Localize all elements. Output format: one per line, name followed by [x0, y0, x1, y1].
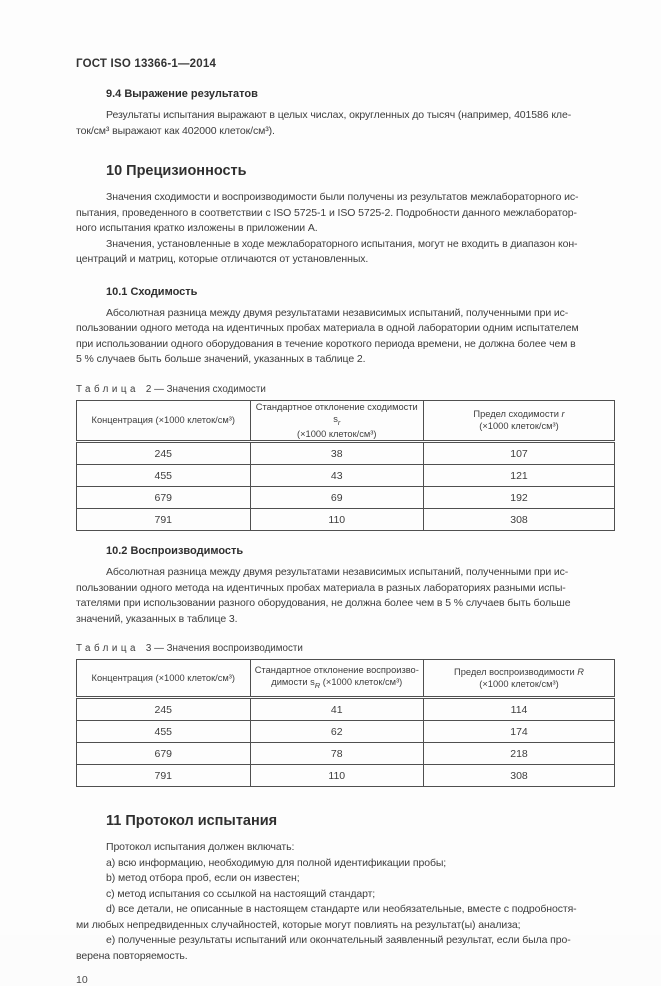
table-row [77, 465, 615, 487]
table-cell: 41 [250, 698, 424, 721]
header-cell-text: Предел воспроизводимости [454, 667, 578, 678]
list-item-b: b) метод отбора проб, если он известен; [106, 872, 300, 885]
paragraph-line: тателями при использовании разного оборудования, не должна более чем в 5 % случаев быть больше [76, 597, 571, 610]
paragraph-10-1 [76, 306, 615, 368]
table-row [77, 721, 615, 743]
table-cell: 245 [77, 442, 251, 465]
page-number: 10 [76, 974, 88, 986]
test-report-list [76, 840, 615, 964]
table-header-concentration [77, 660, 251, 698]
paragraph-line: значений, указанных в таблице 3. [76, 612, 238, 625]
table-caption-word: Таблица [76, 383, 139, 395]
table-cell: 174 [424, 721, 615, 743]
italic-r: r [561, 409, 565, 420]
table-cell: 679 [77, 487, 251, 509]
table-cell: 38 [250, 442, 424, 465]
subscript-R: R [314, 681, 321, 691]
table-caption-text: 2 — Значения сходимости [145, 383, 266, 395]
table-cell: 455 [77, 721, 251, 743]
paragraph-line: при использовании одного оборудования в течение короткого периода времени, не должна более чем в [76, 337, 576, 350]
section-heading-10-1: 10.1 Сходимость [106, 285, 198, 298]
section-heading-9-4: 9.4 Выражение результатов [106, 88, 258, 100]
paragraph-10-1st [76, 190, 615, 268]
italic-R: R [577, 667, 584, 678]
paragraph-line: Результаты испытания выражают в целых числах, округленных до тысяч (например, 401586 кле- [106, 109, 572, 121]
section-heading-10-2: 10.2 Воспроизводимость [106, 545, 244, 558]
table-cell: 78 [250, 743, 424, 765]
header-cell-text: (×1000 клеток/см³) [479, 679, 559, 690]
table-cell: 62 [250, 721, 424, 743]
paragraph-line: Абсолютная разница между двумя результатами независимых испытаний, полученными при ис- [106, 566, 569, 579]
table-cell: 218 [424, 743, 615, 765]
subscript-r: r [337, 417, 341, 427]
header-cell-text: (×1000 клеток/см³) [297, 429, 377, 440]
paragraph-10-2 [76, 565, 615, 627]
table-header-reproducibility-limit [424, 660, 615, 698]
header-cell-text: Концентрация (×1000 клеток/см³) [91, 673, 235, 684]
table-cell: 308 [424, 765, 615, 787]
table-cell: 110 [250, 765, 424, 787]
table-cell: 121 [424, 465, 615, 487]
table-header-stddev-reproducibility [250, 660, 424, 698]
paragraph-line: Абсолютная разница между двумя результатами независимых испытаний, полученными при ис- [106, 306, 569, 319]
table-row [77, 487, 615, 509]
table-row [77, 509, 615, 531]
header-cell-text: (×1000 клеток/см³) [320, 677, 403, 688]
paragraph-line: 5 % случаев быть больше значений, указанных в таблице 2. [76, 353, 366, 365]
paragraph-line: пользовании одного метода на идентичных пробах материала в одной лаборатории одним испытателем [76, 322, 579, 334]
table-row [77, 698, 615, 721]
table-row [77, 743, 615, 765]
table-header-stddev-repeatability [250, 400, 424, 442]
table-cell: 107 [424, 442, 615, 465]
reproducibility-values-table [76, 659, 615, 787]
table-header-row [77, 660, 615, 698]
section-heading-10: 10 Прецизионность [106, 163, 247, 179]
header-cell-text: Предел сходимости [473, 409, 562, 420]
table-header-concentration [77, 400, 251, 442]
table-header-repeatability-limit [424, 400, 615, 442]
repeatability-values-table [76, 400, 615, 532]
list-item-d-continuation: ми любых непредвиденных случайностей, которые могут повлиять на результат(ы) анализа; [76, 918, 521, 931]
document-header: ГОСТ ISO 13366-1—2014 [76, 58, 217, 70]
paragraph-line: Значения, установленные в ходе межлабораторного испытания, могут не входить в диапазон кон- [106, 237, 578, 250]
table-cell: 245 [77, 698, 251, 721]
table-cell: 114 [424, 698, 615, 721]
table-caption-word: Таблица [76, 643, 139, 655]
table-cell: 679 [77, 743, 251, 765]
table-cell: 455 [77, 465, 251, 487]
table-cell: 43 [250, 465, 424, 487]
table-cell: 69 [250, 487, 424, 509]
paragraph-line: центраций и матриц, которые отличаются от установленных. [76, 253, 369, 265]
header-cell-text: димости s [271, 677, 315, 688]
paragraph-9-4 [76, 108, 615, 139]
table-caption-text: 3 — Значения воспроизводимости [145, 643, 303, 655]
table-header-row [77, 400, 615, 442]
paragraph-line: Значения сходимости и воспроизводимости были получены из результатов межлабораторного ис- [106, 191, 579, 203]
paragraph-line: пользовании одного метода на идентичных пробах материала в разных лабораториях разными испы- [76, 581, 566, 594]
list-item-c: c) метод испытания со ссылкой на настоящий стандарт; [106, 887, 376, 900]
table2-caption [76, 384, 615, 395]
table-row [77, 765, 615, 787]
section-heading-11: 11 Протокол испытания [106, 813, 278, 830]
list-intro: Протокол испытания должен включать: [106, 841, 295, 854]
header-cell-text: Концентрация (×1000 клеток/см³) [91, 415, 235, 426]
paragraph-line: пытания, проведенного в соответствии с ISO 5725-1 и ISO 5725-2. Подробности данного межлаборатор- [76, 206, 577, 219]
table-cell: 110 [250, 509, 424, 531]
header-cell-text: (×1000 клеток/см³) [479, 421, 559, 432]
header-cell-text: Стандартное отклонение воспроизво- [254, 665, 419, 676]
table-cell: 791 [77, 509, 251, 531]
table3-caption [76, 643, 615, 654]
list-item-a: a) всю информацию, необходимую для полной идентификации пробы; [106, 856, 447, 869]
table-row [77, 442, 615, 465]
list-item-d: d) все детали, не описанные в настоящем стандарте или необязательные, вместе с подробностя- [106, 903, 577, 916]
list-item-e: e) полученные результаты испытаний или окончательный заявленный результат, если была про- [106, 934, 571, 947]
list-item-e-continuation: верена повторяемость. [76, 949, 188, 962]
table-cell: 308 [424, 509, 615, 531]
paragraph-line: ного испытания кратко изложены в приложении А. [76, 222, 318, 234]
table-cell: 192 [424, 487, 615, 509]
paragraph-line: ток/см³ выражают как 402000 клеток/см³). [76, 124, 275, 137]
header-cell-text: Стандартное отклонение сходимости s [255, 401, 418, 424]
table-cell: 791 [77, 765, 251, 787]
